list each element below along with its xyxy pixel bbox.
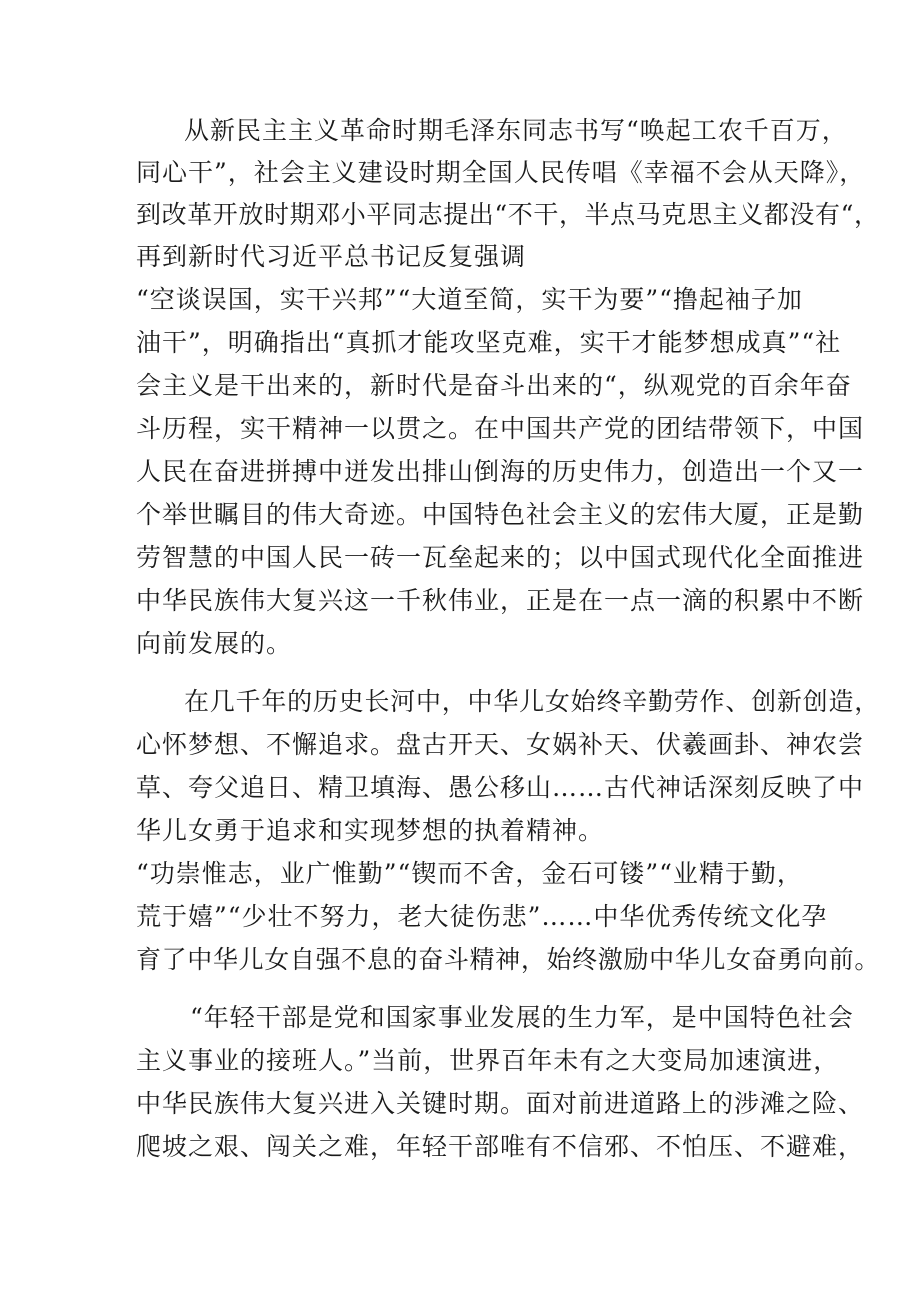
text-line: 华儿女勇于追求和实现梦想的执着精神。 (136, 816, 605, 845)
text-line: 在几千年的历史长河中，中华儿女始终辛勤劳作、创新创造， (184, 687, 881, 716)
text-line: 育了中华儿女自强不息的奋斗精神，始终激励中华儿女奋勇向前。 (136, 945, 881, 974)
text-line: 会主义是干出来的，新时代是奋斗出来的“，纵观党的百余年奋 (136, 371, 852, 400)
text-line: 到改革开放时期邓小平同志提出“不干，半点马克思主义都没有“， (136, 200, 880, 229)
text-line: 从新民主主义革命时期毛泽东同志书写“唤起工农千百万， (184, 116, 848, 145)
text-line: 草、夸父追日、精卫填海、愚公移山……古代神话深刻反映了中 (136, 773, 865, 802)
text-line: 人民在奋进拼搏中迸发出排山倒海的历史伟力，创造出一个又一 (136, 457, 865, 486)
text-line: “空谈误国，实干兴邦”“大道至简，实干为要”“撸起袖子加 (136, 285, 803, 314)
text-line: 中华民族伟大复兴进入关键时期。面对前进道路上的涉滩之险、 (136, 1089, 865, 1118)
text-line: 再到新时代习近平总书记反复强调 (136, 242, 527, 271)
text-line: 荒于嬉”“少壮不努力，老大徒伤悲”……中华优秀传统文化孕 (136, 902, 828, 931)
text-line: “功崇惟志，业广惟勤”“锲而不舍，金石可镂”“业精于勤， (136, 859, 803, 888)
text-line: 同心干”，社会主义建设时期全国人民传唱《幸福不会从天降》， (136, 158, 866, 187)
text-line: 斗历程，实干精神一以贯之。在中国共产党的团结带领下，中国 (136, 414, 865, 443)
text-line: 心怀梦想、不懈追求。盘古开天、女娲补天、伏羲画卦、神农尝 (136, 730, 865, 759)
text-line: 向前发展的。 (136, 629, 293, 658)
text-line: “年轻干部是党和国家事业发展的生力军，是中国特色社会 (190, 1003, 854, 1032)
text-line: 油干”，明确指出“真抓才能攻坚克难，实干才能梦想成真”“社 (136, 328, 842, 357)
text-line: 主义事业的接班人。”当前，世界百年未有之大变局加速演进， (136, 1046, 840, 1075)
text-line: 劳智慧的中国人民一砖一瓦垒起来的；以中国式现代化全面推进 (136, 543, 865, 572)
text-line: 中华民族伟大复兴这一千秋伟业，正是在一点一滴的积累中不断 (136, 586, 865, 615)
text-line: 爬坡之艰、闯关之难，年轻干部唯有不信邪、不怕压、不避难， (136, 1132, 865, 1161)
text-line: 个举世瞩目的伟大奇迹。中国特色社会主义的宏伟大厦，正是勤 (136, 500, 865, 529)
